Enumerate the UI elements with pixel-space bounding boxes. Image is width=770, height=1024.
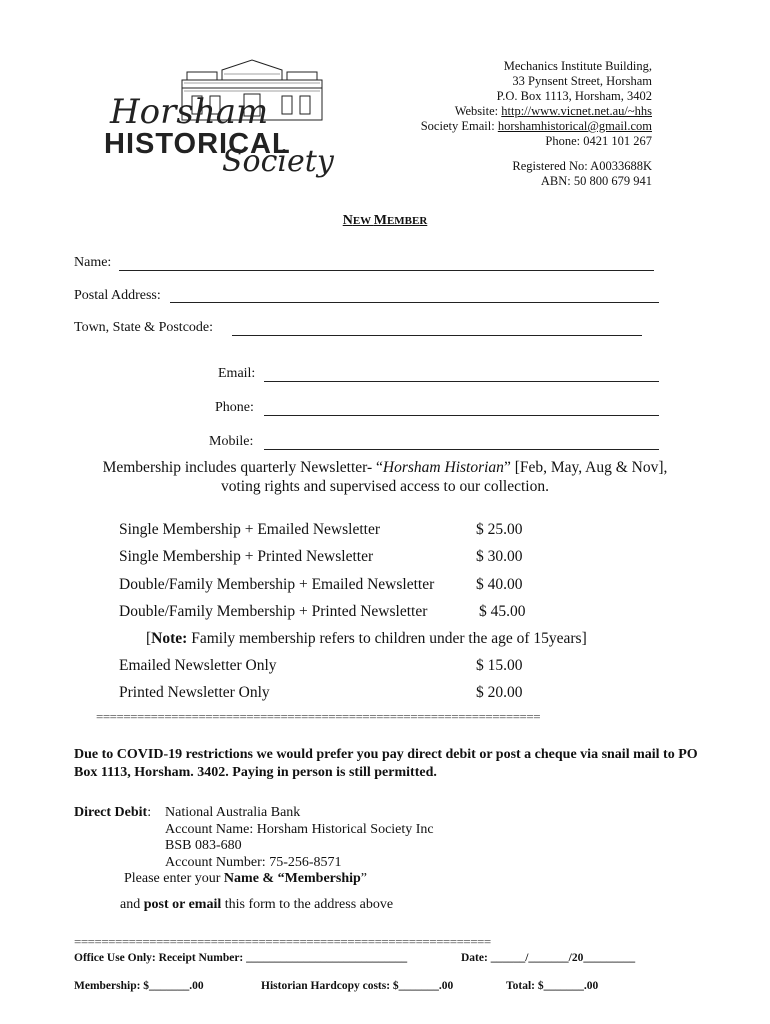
website-link[interactable]: http://www.vicnet.net.au/~hhs xyxy=(501,104,652,118)
title-ew: EW xyxy=(352,215,374,227)
page-title xyxy=(0,213,770,229)
website-line xyxy=(421,104,652,119)
membership-includes-note xyxy=(62,458,708,496)
logo-historical: HISTORICAL xyxy=(104,128,291,160)
enter-bold: Name & “Membership xyxy=(223,871,361,886)
separator-line: ================================================================= xyxy=(96,709,541,724)
direct-debit-label: Direct Debit xyxy=(74,805,148,820)
enter-pre: Please enter your xyxy=(124,871,224,886)
account-name: Account Name: Horsham Historical Society Inc xyxy=(165,821,434,837)
note-pre: Membership includes quarterly Newsletter- “ xyxy=(102,459,383,476)
membership-amount: Membership: $_______.00 xyxy=(74,980,204,992)
membership-option-label: Printed Newsletter Only xyxy=(119,684,270,701)
note-text: Family membership refers to children under the age of 15years] xyxy=(187,630,587,647)
newsletter-name: Horsham Historian xyxy=(382,459,504,476)
phone-line: Phone: 0421 101 267 xyxy=(545,134,652,148)
post-pre: and xyxy=(120,897,144,912)
bank-name: National Australia Bank xyxy=(165,805,301,820)
post-bold: post or email xyxy=(143,897,222,912)
note-bold: Note: xyxy=(151,630,188,647)
bracket-open: [ xyxy=(146,630,152,647)
covid-notice: Due to COVID-19 restrictions we would prefer you pay direct debit or post a cheque via snail mail to PO Box 1113, Horsham. 3402. Paying in person is still permitted. xyxy=(74,747,698,780)
note-post: ” [Feb, May, Aug & Nov], xyxy=(503,459,668,476)
name-field[interactable] xyxy=(119,270,654,271)
phone-label: Phone: xyxy=(215,400,254,415)
website-label: Website: xyxy=(454,104,502,118)
receipt-number: Office Use Only: Receipt Number: ____________________________ xyxy=(74,952,408,964)
note-line-1 xyxy=(62,458,708,477)
email-label: Email: xyxy=(218,366,256,381)
town-state-postcode-label: Town, State & Postcode: xyxy=(74,320,214,335)
email-field[interactable] xyxy=(264,381,659,382)
family-membership-note xyxy=(146,630,587,648)
society-logo xyxy=(104,58,334,186)
membership-option-label: Double/Family Membership + Printed Newsletter xyxy=(119,603,428,620)
postal-address-label: Postal Address: xyxy=(74,288,161,303)
mobile-label: Mobile: xyxy=(209,434,254,449)
title-ember: EMBER xyxy=(386,215,428,227)
email-label: Society Email: xyxy=(420,119,498,133)
enter-instruction xyxy=(74,871,674,888)
membership-option-label: Single Membership + Emailed Newsletter xyxy=(119,521,380,538)
town-state-postcode-field[interactable] xyxy=(232,335,642,336)
membership-option-price: $ 25.00 xyxy=(476,521,523,538)
logo-script-society: Society xyxy=(222,144,334,179)
membership-option-label: Double/Family Membership + Emailed Newsletter xyxy=(119,576,435,593)
membership-option-label: Single Membership + Printed Newsletter xyxy=(119,548,374,565)
membership-option-price: $ 40.00 xyxy=(476,576,523,593)
total-amount: Total: $_______.00 xyxy=(506,980,599,992)
mobile-field[interactable] xyxy=(264,449,659,450)
postal-address-field[interactable] xyxy=(170,302,659,303)
membership-option-price: $ 20.00 xyxy=(476,684,523,701)
membership-option-price: $ 15.00 xyxy=(476,657,523,674)
email-line xyxy=(421,119,652,134)
name-label: Name: xyxy=(74,255,112,270)
email-link[interactable]: horshamhistorical@gmail.com xyxy=(497,119,652,133)
post-instruction xyxy=(120,897,393,914)
title-n: N xyxy=(342,213,353,228)
enter-post: ” xyxy=(360,871,368,886)
office-separator: ============================================================= xyxy=(74,934,491,949)
membership-option-price: $ 30.00 xyxy=(476,548,523,565)
logo-script-horsham: Horsham xyxy=(110,92,269,132)
membership-option-label: Emailed Newsletter Only xyxy=(119,657,277,674)
address-line-2: 33 Pynsent Street, Horsham xyxy=(512,74,652,88)
post-post: this form to the address above xyxy=(221,897,394,912)
address-line-3: P.O. Box 1113, Horsham, 3402 xyxy=(496,89,652,103)
bsb: BSB 083-680 xyxy=(165,838,242,853)
phone-field[interactable] xyxy=(264,415,659,416)
address-line-1: Mechanics Institute Building, xyxy=(503,59,652,73)
title-m: M xyxy=(373,213,387,228)
account-number: Account Number: 75-256-8571 xyxy=(165,854,342,870)
historian-hardcopy-costs: Historian Hardcopy costs: $_______.00 xyxy=(261,980,454,992)
registered-number: Registered No: A0033688K xyxy=(512,159,652,173)
direct-debit-section xyxy=(74,805,674,888)
address-block xyxy=(421,59,652,189)
membership-option-price: $ 45.00 xyxy=(479,603,526,620)
note-line-2: voting rights and supervised access to our collection. xyxy=(220,478,549,495)
direct-debit-colon: : xyxy=(147,805,152,820)
abn: ABN: 50 800 679 941 xyxy=(540,174,652,188)
office-date: Date: ______/_______/20_________ xyxy=(461,952,636,964)
